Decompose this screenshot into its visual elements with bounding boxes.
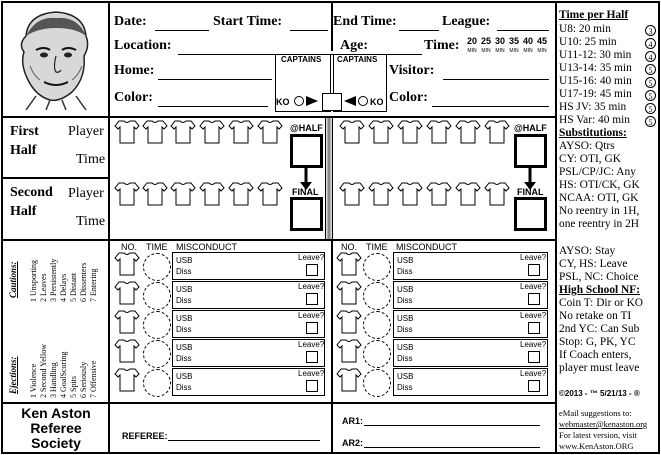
usb-label: USB xyxy=(397,314,414,323)
time-entry-number: 5 xyxy=(645,64,656,75)
col-time-header: TIME xyxy=(366,242,388,252)
usb-label: USB xyxy=(397,256,414,265)
leave-label: Leave? xyxy=(520,369,547,378)
caution-reason: 2 Leaves xyxy=(39,273,48,302)
usb-label: USB xyxy=(176,285,193,294)
usb-label: USB xyxy=(176,256,193,265)
hs-rule: No retake on TI xyxy=(559,310,632,322)
hs-rule: Stop: G, PK, YC xyxy=(559,336,636,348)
col-no-header: NO. xyxy=(341,242,358,252)
time-ball[interactable] xyxy=(363,282,391,310)
ejection-reason: 3 Handling xyxy=(49,362,58,398)
first-half-label: First Half xyxy=(10,124,39,158)
visitor-final-score-box[interactable] xyxy=(514,197,547,231)
sub-rule: CY, HS: Leave xyxy=(559,258,628,270)
end-time-label: End Time: xyxy=(333,14,397,29)
time-ball[interactable] xyxy=(143,282,171,310)
visitor-label: Visitor: xyxy=(389,63,435,78)
caution-reason: 7 Entering xyxy=(89,268,98,302)
second-half-home-jerseys xyxy=(115,183,282,205)
hs-rule: Coin T: Dir or KO xyxy=(559,297,644,309)
copyright: ©2013 - ™ 5/21/13 - ® xyxy=(559,389,640,398)
time-ball[interactable] xyxy=(363,369,391,397)
leave-label: Leave? xyxy=(298,340,325,349)
caution-reason: 4 Delays xyxy=(59,273,68,302)
time-ball[interactable] xyxy=(363,253,391,281)
visitor-color-label: Color: xyxy=(389,90,428,105)
time-label: Time: xyxy=(424,38,460,53)
leave-checkbox[interactable] xyxy=(306,380,318,392)
time-entry: U10: 25 min xyxy=(559,36,617,48)
ejection-reason: 1 Violence xyxy=(29,363,38,398)
home-color-label: Color: xyxy=(114,90,153,105)
col-no-header: NO. xyxy=(121,242,138,252)
society-name: Ken Aston Referee Society xyxy=(21,405,91,451)
usb-label: USB xyxy=(397,343,414,352)
leave-label: Leave? xyxy=(520,340,547,349)
location-label: Location: xyxy=(114,38,172,53)
hs-rule: player must leave xyxy=(559,362,640,374)
leave-checkbox[interactable] xyxy=(528,351,540,363)
ar2-label: AR2: xyxy=(342,438,364,448)
time-entry-number: 4 xyxy=(645,51,656,62)
hs-rule: 2nd YC: Can Sub xyxy=(559,323,640,335)
leave-label: Leave? xyxy=(298,282,325,291)
first-half-visitor-jerseys xyxy=(340,121,509,143)
minute-option[interactable]: 45 MIN xyxy=(536,36,547,54)
ar1-label: AR1: xyxy=(342,416,364,426)
player-label: Player xyxy=(68,124,104,139)
second-half-visitor-jerseys xyxy=(340,183,509,205)
col-misconduct-header: MISCONDUCT xyxy=(396,242,457,252)
visitor-half-score-box[interactable] xyxy=(514,134,547,168)
email-link[interactable]: webmaster@kenaston.org xyxy=(559,419,648,429)
leave-checkbox[interactable] xyxy=(528,322,540,334)
diss-label: Diss xyxy=(397,383,413,392)
leave-label: Leave? xyxy=(520,311,547,320)
ejection-reason: 6 Seriously xyxy=(79,361,88,398)
sub-rule: AYSO: Stay xyxy=(559,245,616,257)
time-entry: U11-12: 30 min xyxy=(559,49,632,61)
col-misconduct-header: MISCONDUCT xyxy=(176,242,237,252)
leave-checkbox[interactable] xyxy=(528,380,540,392)
diss-label: Diss xyxy=(176,325,192,334)
minute-option[interactable]: 25 MIN xyxy=(480,36,491,54)
usb-label: USB xyxy=(397,372,414,381)
home-captains-label: CAPTAINS xyxy=(281,55,322,64)
time-row-label: Time xyxy=(76,214,106,229)
ejections-title: Ejections: xyxy=(8,356,18,394)
minute-option[interactable]: 30 MIN xyxy=(494,36,505,54)
ejection-reason: 4 GoalScoring xyxy=(59,351,68,398)
first-half-home-jerseys xyxy=(115,121,282,143)
time-entry: U13-14: 35 min xyxy=(559,62,632,74)
time-entry-number: 4 xyxy=(645,38,656,49)
sub-rule: No reentry in 1H, xyxy=(559,205,640,217)
ejection-reason: 2 Second Yellow xyxy=(39,343,48,398)
minute-option[interactable]: 40 MIN xyxy=(522,36,533,54)
usb-label: USB xyxy=(176,343,193,352)
time-ball[interactable] xyxy=(143,253,171,281)
time-entry: U8: 20 min xyxy=(559,23,611,35)
sub-rule: one reentry in 2H xyxy=(559,218,640,230)
start-time-label: Start Time: xyxy=(213,14,283,29)
visitor-final-score-label: FINAL xyxy=(517,187,544,197)
ejection-reason: 7 Offensive xyxy=(89,360,98,398)
league-label: League: xyxy=(442,14,491,29)
date-label: Date: xyxy=(114,14,147,29)
sub-rule: CY: OTI, GK xyxy=(559,153,621,165)
home-final-score-label: FINAL xyxy=(292,187,319,197)
time-entry-number: 5 xyxy=(645,90,656,101)
caution-reason: 3 Persistently xyxy=(49,258,58,302)
caution-reason: 6 Dissenters xyxy=(79,262,88,302)
usb-label: USB xyxy=(397,285,414,294)
ejection-reason: 5 Spits xyxy=(69,375,78,398)
time-entry-number: 5 xyxy=(645,77,656,88)
referee-field[interactable] xyxy=(168,440,320,441)
visitor-captains-label: CAPTAINS xyxy=(337,55,378,64)
home-final-score-box[interactable] xyxy=(290,197,323,231)
website-link[interactable]: www.KenAston.ORG xyxy=(559,441,634,451)
ar2-field[interactable] xyxy=(364,447,540,448)
leave-label: Leave? xyxy=(520,282,547,291)
leave-checkbox[interactable] xyxy=(306,322,318,334)
time-ball[interactable] xyxy=(143,340,171,368)
ar1-field[interactable] xyxy=(364,425,540,426)
leave-label: Leave? xyxy=(520,253,547,262)
hs-rule: If Coach enters, xyxy=(559,349,632,361)
caution-reason: 5 Distant xyxy=(69,272,78,302)
sub-rule: PSL, NC: Choice xyxy=(559,271,639,283)
time-entry: HS Var: 40 min xyxy=(559,114,630,126)
leave-label: Leave? xyxy=(298,253,325,262)
visitor-half-score-label: @HALF xyxy=(514,123,547,133)
age-label: Age: xyxy=(340,38,368,53)
sub-rule: PSL/CP/JC: Any xyxy=(559,166,636,178)
second-half-label: Second Half xyxy=(10,185,53,219)
diss-label: Diss xyxy=(397,296,413,305)
high-school-title: High School NF: xyxy=(559,284,641,296)
time-ball[interactable] xyxy=(363,311,391,339)
diss-label: Diss xyxy=(176,267,192,276)
diss-label: Diss xyxy=(176,354,192,363)
visitor-ko-label: KO xyxy=(370,97,384,107)
email-label: eMail suggestions to: xyxy=(559,408,632,418)
time-ball[interactable] xyxy=(143,369,171,397)
home-ko-label: KO xyxy=(276,97,290,107)
diss-label: Diss xyxy=(397,354,413,363)
sub-rule: HS: OTI/CK, GK xyxy=(559,179,640,191)
time-entry: HS JV: 35 min xyxy=(559,101,627,113)
time-ball[interactable] xyxy=(143,311,171,339)
usb-label: USB xyxy=(176,372,193,381)
minute-option[interactable]: 35 MIN xyxy=(508,36,519,54)
diss-label: Diss xyxy=(176,383,192,392)
usb-label: USB xyxy=(176,314,193,323)
time-ball[interactable] xyxy=(363,340,391,368)
caution-reason: 1 Unsporting xyxy=(29,260,38,302)
diss-label: Diss xyxy=(397,267,413,276)
diss-label: Diss xyxy=(176,296,192,305)
time-entry-number: 3 xyxy=(645,25,656,36)
time-entry-number: 5 xyxy=(645,103,656,114)
leave-checkbox[interactable] xyxy=(306,351,318,363)
leave-checkbox[interactable] xyxy=(528,264,540,276)
substitutions-title: Substitutions: xyxy=(559,127,627,139)
time-per-half-title: Time per Half xyxy=(559,9,629,21)
leave-checkbox[interactable] xyxy=(306,293,318,305)
home-half-score-box[interactable] xyxy=(290,134,323,168)
leave-checkbox[interactable] xyxy=(306,264,318,276)
sub-rule: NCAA: OTI, GK xyxy=(559,192,639,204)
player-label: Player xyxy=(68,186,104,201)
time-entry: U15-16: 40 min xyxy=(559,75,632,87)
latest-version-label: For latest version, visit xyxy=(559,430,637,440)
referee-label: REFEREE: xyxy=(122,431,168,441)
leave-checkbox[interactable] xyxy=(528,293,540,305)
home-half-score-label: @HALF xyxy=(290,123,323,133)
leave-label: Leave? xyxy=(298,311,325,320)
leave-label: Leave? xyxy=(298,369,325,378)
cautions-title: Cautions: xyxy=(8,261,18,298)
time-entry-number: 5 xyxy=(645,116,656,127)
time-row-label: Time xyxy=(76,152,106,167)
diss-label: Diss xyxy=(397,325,413,334)
divider xyxy=(331,404,333,454)
time-entry: U17-19: 45 min xyxy=(559,88,632,100)
sub-rule: AYSO: Qtrs xyxy=(559,140,615,152)
home-label: Home: xyxy=(114,63,155,78)
minute-option[interactable]: 20 MIN xyxy=(466,36,477,54)
col-time-header: TIME xyxy=(146,242,168,252)
